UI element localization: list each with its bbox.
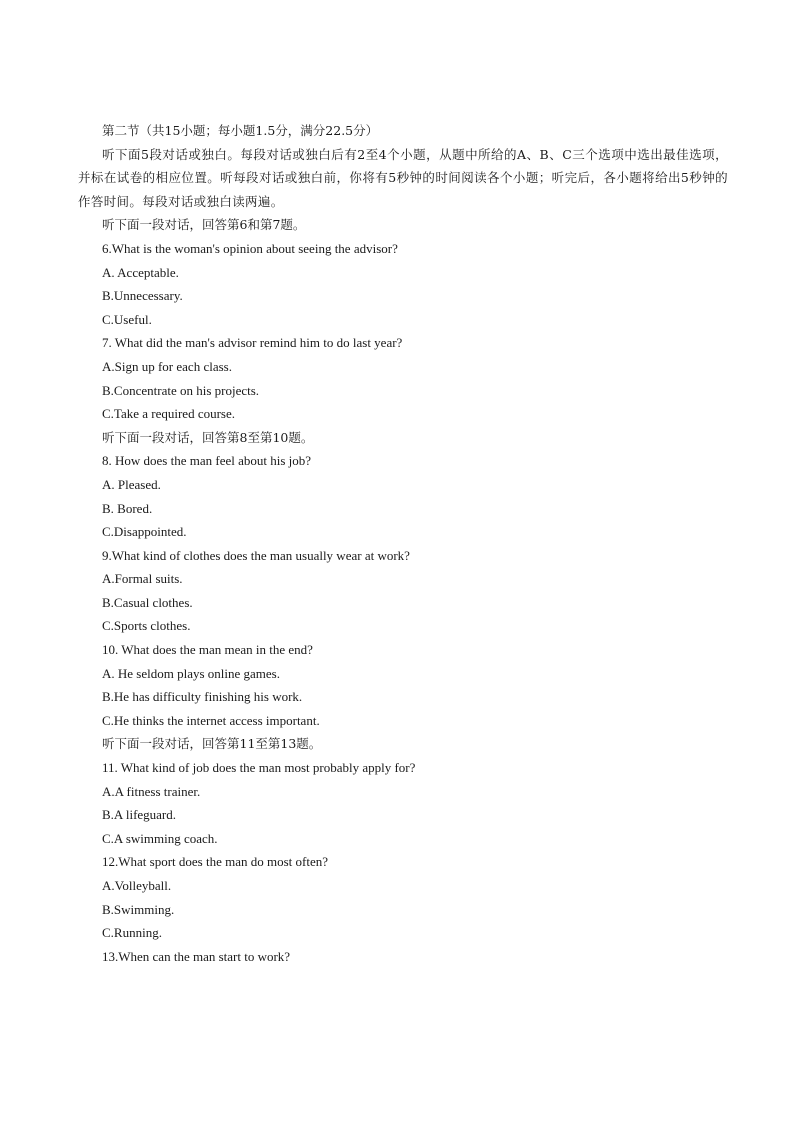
option: B.Casual clothes. <box>102 594 193 610</box>
option: A.Formal suits. <box>102 571 183 587</box>
option: C.A swimming coach. <box>102 830 218 846</box>
option: C.Sports clothes. <box>102 618 191 634</box>
dialogue-intro: 听下面一段对话，回答第11至第13题。 <box>102 736 322 752</box>
option: B.Unnecessary. <box>102 288 183 304</box>
option: B.A lifeguard. <box>102 807 177 823</box>
section-header: 第二节（共15小题；每小题1.5分，满分22.5分） <box>102 123 379 138</box>
option: C.Useful. <box>102 311 152 327</box>
option: A. He seldom plays online games. <box>102 665 280 681</box>
question: 8. How does the man feel about his job? <box>102 453 312 469</box>
option: B.He has difficulty finishing his work. <box>102 689 303 705</box>
option: A.Sign up for each class. <box>102 358 232 374</box>
section-instructions: 听下面5段对话或独白。每段对话或独白后有2至4个小题，从题中所给的A、B、C三个选项中选出最佳选项，并标在试卷的相应位置。听每段对话或独白前，你将有5秒钟的时间阅读各个小题；听完后，各小题将给出5秒钟的作答时间。每段对话或独白读两遍。 <box>78 146 728 209</box>
option: A. Pleased. <box>102 476 161 492</box>
question: 13.When can the man start to work? <box>102 948 291 964</box>
option: C.Take a required course. <box>102 406 236 422</box>
option: A.Volleyball. <box>102 878 172 893</box>
question: 10. What does the man mean in the end? <box>102 642 313 658</box>
option: B.Concentrate on his projects. <box>102 382 260 398</box>
option: A. Acceptable. <box>102 264 179 280</box>
option: A.A fitness trainer. <box>102 783 201 799</box>
question: 12.What sport does the man do most often? <box>102 854 329 870</box>
question: 7. What did the man's advisor remind him to do last year? <box>102 335 403 351</box>
option: C.Disappointed. <box>102 524 187 540</box>
option: B.Swimming. <box>102 901 175 917</box>
dialogue-intro: 听下面一段对话，回答第6和第7题。 <box>102 217 306 233</box>
question: 9.What kind of clothes does the man usually wear at work? <box>102 547 410 563</box>
question: 6.What is the woman's opinion about seeing the advisor? <box>102 240 398 256</box>
dialogue-intro: 听下面一段对话，回答第8至第10题。 <box>102 429 314 445</box>
question: 11. What kind of job does the man most probably apply for? <box>102 760 416 776</box>
listening-section <box>78 119 728 968</box>
option: C.He thinks the internet access important. <box>102 712 320 728</box>
option: C.Running. <box>102 925 162 941</box>
option: B. Bored. <box>102 500 153 516</box>
